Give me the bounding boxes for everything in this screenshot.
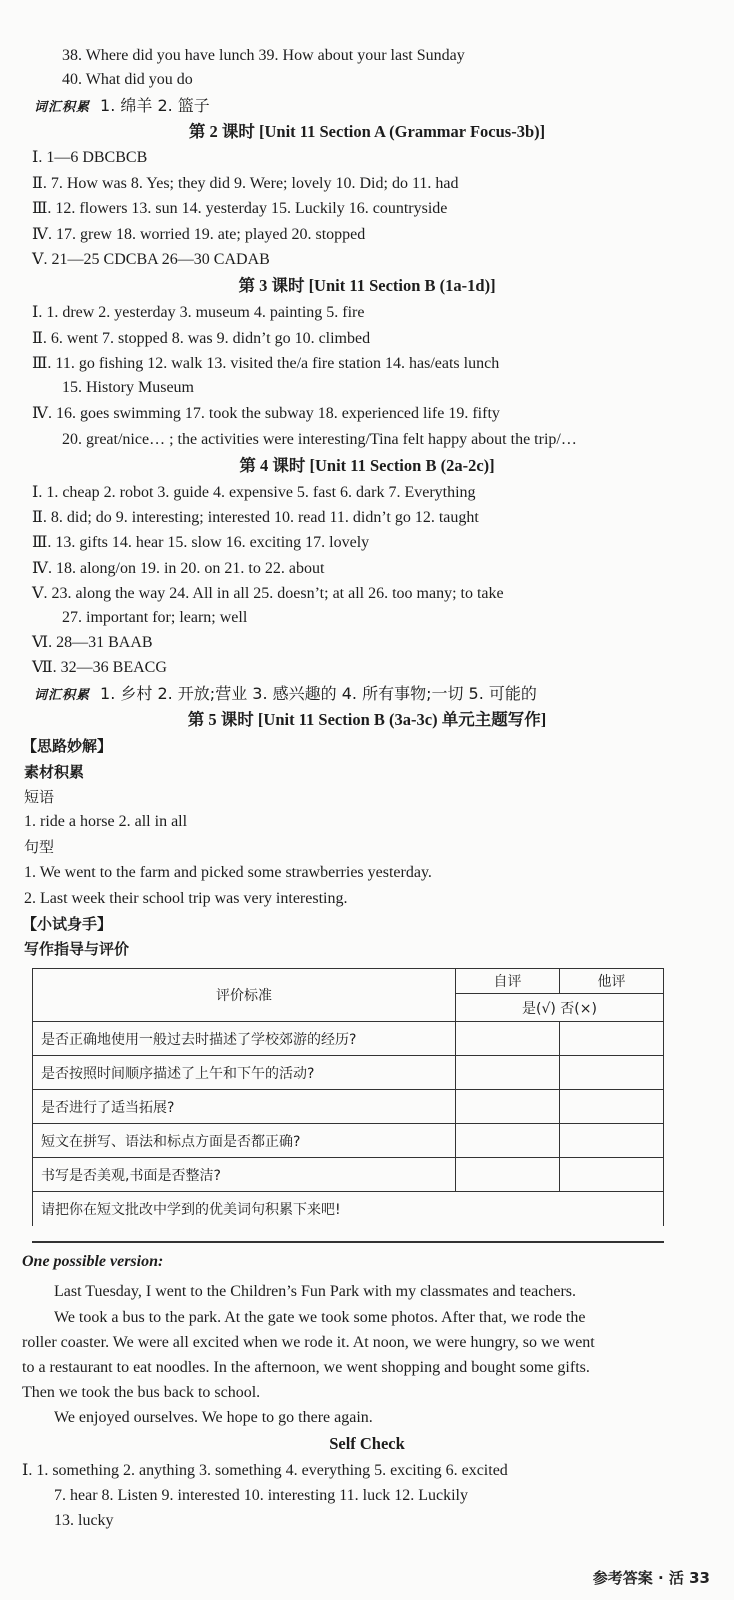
- table-row: [33, 1158, 664, 1192]
- vocab-tag: 词汇积累: [34, 688, 91, 703]
- evaluation-table: [32, 968, 664, 1226]
- self-eval-header: 自评: [456, 969, 560, 994]
- material-heading: 素材积累: [24, 763, 85, 781]
- self-cell: [456, 1022, 560, 1056]
- answer-line: Ⅰ. 1. drew 2. yesterday 3. museum 4. painting 5. fire: [32, 304, 365, 321]
- lesson-title: 第 4 课时 [Unit 11 Section B (2a-2c)]: [239, 456, 495, 475]
- answer-line: Ⅵ. 28—31 BAAB: [32, 634, 153, 651]
- answer-line: Ⅶ. 32—36 BEACG: [32, 659, 167, 676]
- sentence-line: 1. We went to the farm and picked some strawberries yesterday.: [24, 864, 432, 881]
- guide-heading: 写作指导与评价: [24, 940, 130, 958]
- table-row: [33, 1090, 664, 1124]
- lesson-title: 第 2 课时 [Unit 11 Section A (Grammar Focus-3b)]: [188, 122, 546, 141]
- answer-line: Ⅴ. 23. along the way 24. All in all 25. doesn’t; at all 26. too many; to take: [32, 585, 504, 602]
- answer-line: Ⅴ. 21—25 CDCBA 26—30 CADAB: [32, 251, 270, 268]
- criteria-cell: 是否正确地使用一般过去时描述了学校郊游的经历?: [33, 1022, 456, 1056]
- peer-cell: [559, 1056, 663, 1090]
- answer-line: Ⅲ. 13. gifts 14. hear 15. slow 16. exciting 17. lovely: [32, 534, 370, 551]
- essay-line: Last Tuesday, I went to the Children’s Fun Park with my classmates and teachers.: [54, 1283, 576, 1300]
- lesson-title: 第 5 课时 [Unit 11 Section B (3a-3c) 单元主题写作]: [187, 710, 547, 729]
- criteria-cell: 是否按照时间顺序描述了上午和下午的活动?: [33, 1056, 456, 1090]
- essay-line: We took a bus to the park. At the gate we took some photos. After that, we rode the: [54, 1309, 586, 1326]
- sentence-line: 2. Last week their school trip was very interesting.: [24, 890, 348, 907]
- page-footer: 参考答案 · 活 33: [592, 1569, 710, 1587]
- table-row: [33, 1192, 664, 1227]
- yes-no-header: 是(√) 否(×): [456, 994, 664, 1022]
- answer-line: 15. History Museum: [62, 379, 194, 396]
- vocab-section: [34, 96, 210, 118]
- answer-line: Ⅰ. 1—6 DBCBCB: [32, 149, 148, 166]
- peer-eval-header: 他评: [559, 969, 663, 994]
- peer-cell: [559, 1124, 663, 1158]
- answer-line: 20. great/nice… ; the activities were interesting/Tina felt happy about the trip/…: [62, 431, 577, 448]
- answer-line: Ⅲ. 12. flowers 13. sun 14. yesterday 15. Luckily 16. countryside: [32, 200, 448, 217]
- essay-line: to a restaurant to eat noodles. In the afternoon, we went shopping and bought some gifts.: [22, 1359, 590, 1376]
- sentence-label: 句型: [24, 838, 55, 856]
- phrase-list: 1. ride a horse 2. all in all: [24, 813, 188, 830]
- answer-line: 13. lucky: [54, 1512, 114, 1529]
- answer-line: Ⅱ. 6. went 7. stopped 8. was 9. didn’t go 10. climbed: [32, 330, 371, 347]
- answer-line: 40. What did you do: [62, 71, 193, 88]
- essay-line: Then we took the bus back to school.: [22, 1384, 261, 1401]
- peer-cell: [559, 1090, 663, 1124]
- answer-line: Ⅳ. 16. goes swimming 17. took the subway 18. experienced life 19. fifty: [32, 405, 500, 422]
- answer-line: Ⅳ. 17. grew 18. worried 19. ate; played 20. stopped: [32, 226, 366, 243]
- answer-line: Ⅰ. 1. something 2. anything 3. something 4. everything 5. exciting 6. excited: [22, 1462, 508, 1479]
- vocab-section: [34, 684, 537, 706]
- criteria-header: 评价标准: [33, 969, 456, 1022]
- self-cell: [456, 1124, 560, 1158]
- table-bottom-rule: [32, 1241, 664, 1243]
- essay-line: We enjoyed ourselves. We hope to go there again.: [54, 1409, 373, 1426]
- self-cell: [456, 1158, 560, 1192]
- vocab-tag: 词汇积累: [34, 100, 91, 115]
- answer-line: Ⅱ. 7. How was 8. Yes; they did 9. Were; lovely 10. Did; do 11. had: [32, 175, 459, 192]
- answer-line: 38. Where did you have lunch 39. How about your last Sunday: [62, 47, 465, 64]
- note-cell: 请把你在短文批改中学到的优美词句积累下来吧!: [33, 1192, 664, 1227]
- answer-line: 7. hear 8. Listen 9. interested 10. interesting 11. luck 12. Luckily: [54, 1487, 468, 1504]
- table-row: [33, 1022, 664, 1056]
- answer-line: Ⅲ. 11. go fishing 12. walk 13. visited the/a fire station 14. has/eats lunch: [32, 355, 500, 372]
- vocab-text: 1. 绵羊 2. 篮子: [100, 96, 210, 115]
- answer-line: Ⅰ. 1. cheap 2. robot 3. guide 4. expensive 5. fast 6. dark 7. Everything: [32, 484, 476, 501]
- table-row: [33, 1124, 664, 1158]
- answer-line: Ⅳ. 18. along/on 19. in 20. on 21. to 22. about: [32, 560, 325, 577]
- self-cell: [456, 1056, 560, 1090]
- criteria-cell: 短文在拼写、语法和标点方面是否都正确?: [33, 1124, 456, 1158]
- essay-line: roller coaster. We were all excited when we rode it. At noon, we were hungry, so we went: [22, 1334, 595, 1351]
- criteria-cell: 书写是否美观,书面是否整洁?: [33, 1158, 456, 1192]
- phrase-label: 短语: [24, 788, 55, 806]
- criteria-cell: 是否进行了适当拓展?: [33, 1090, 456, 1124]
- self-check-title: Self Check: [329, 1434, 405, 1453]
- vocab-text: 1. 乡村 2. 开放;营业 3. 感兴趣的 4. 所有事物;一切 5. 可能的: [100, 684, 537, 703]
- version-label: One possible version:: [22, 1253, 164, 1270]
- peer-cell: [559, 1022, 663, 1056]
- lesson-title: 第 3 课时 [Unit 11 Section B (1a-1d)]: [238, 276, 496, 295]
- idea-tag: 【思路妙解】: [22, 737, 113, 755]
- answer-line: Ⅱ. 8. did; do 9. interesting; interested 10. read 11. didn’t go 12. taught: [32, 509, 479, 526]
- self-cell: [456, 1090, 560, 1124]
- answer-line: 27. important for; learn; well: [62, 609, 248, 626]
- peer-cell: [559, 1158, 663, 1192]
- table-row: [33, 1056, 664, 1090]
- try-tag: 【小试身手】: [22, 915, 113, 933]
